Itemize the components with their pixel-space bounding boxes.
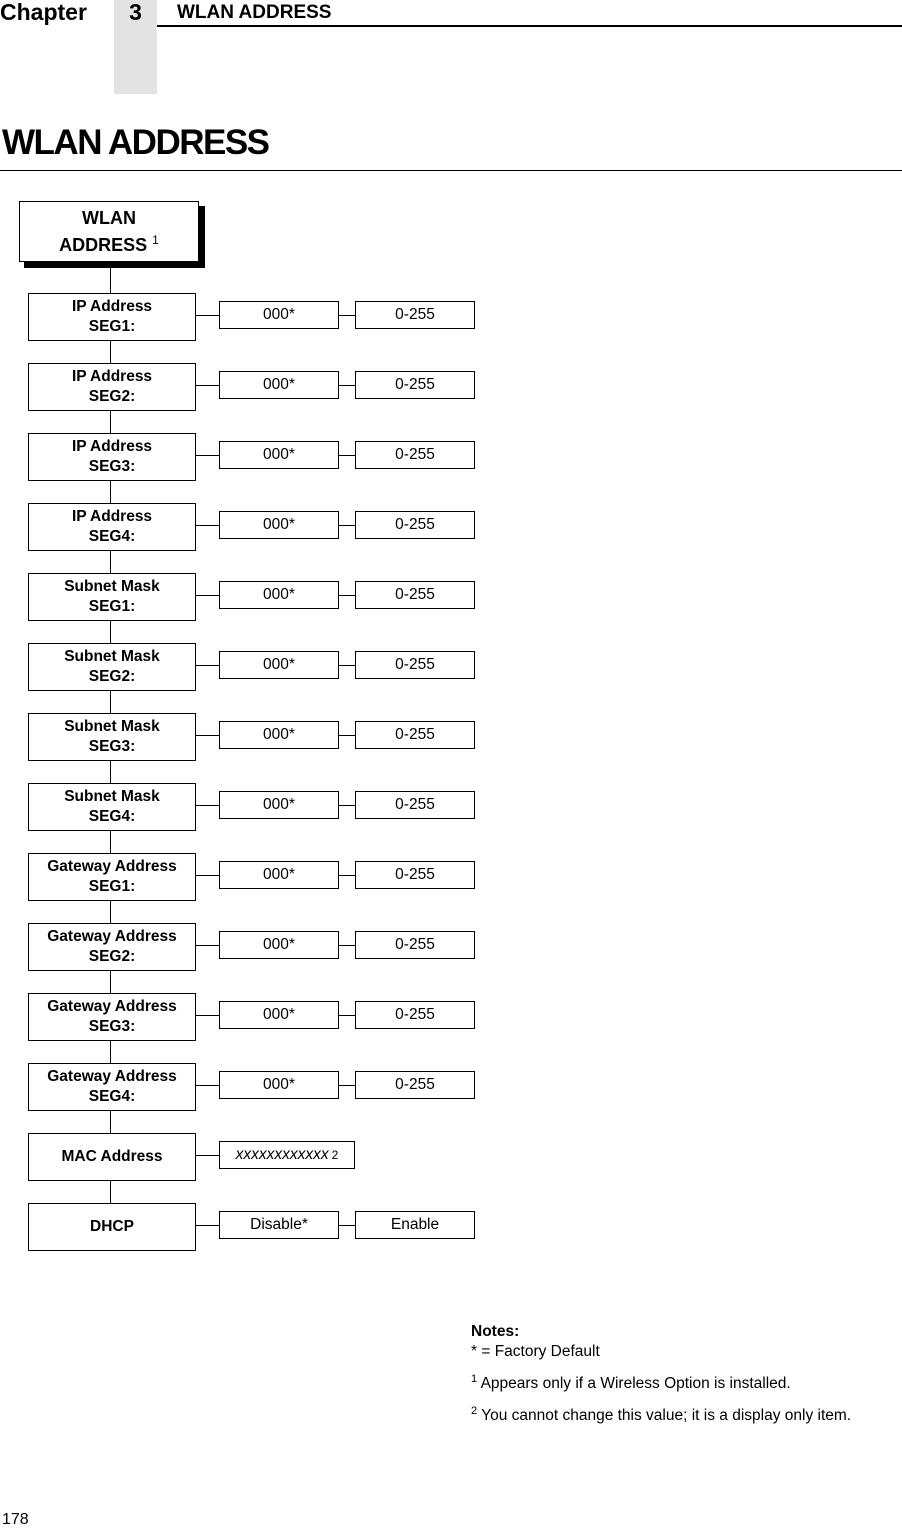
menu-row xyxy=(0,783,902,831)
root-menu-line2: ADDRESS xyxy=(59,235,148,255)
connector-line xyxy=(195,595,219,596)
default-value-box: 000* xyxy=(219,301,339,329)
menu-label-line2: SEG4: xyxy=(88,1088,136,1105)
connector-line xyxy=(195,1085,219,1086)
menu-label-line1: Gateway Address xyxy=(47,998,177,1015)
menu-row xyxy=(0,923,902,971)
mac-footnote: 2 xyxy=(331,1148,339,1162)
menu-label-line1: Gateway Address xyxy=(47,928,177,945)
connector-line xyxy=(195,1015,219,1016)
notes-block xyxy=(471,1322,851,1426)
connector-line xyxy=(195,525,219,526)
range-value-box: 0-255 xyxy=(355,1071,475,1099)
menu-row xyxy=(0,993,902,1041)
menu-label-line1: IP Address xyxy=(71,508,153,525)
default-value-box: 000* xyxy=(219,861,339,889)
connector-line xyxy=(195,315,219,316)
root-menu-box xyxy=(19,201,199,262)
connector-line xyxy=(195,875,219,876)
connector-line xyxy=(339,315,355,316)
connector-line xyxy=(195,945,219,946)
connector-line xyxy=(195,385,219,386)
menu-row-mac-address xyxy=(0,1133,902,1181)
notes-factory-default: * = Factory Default xyxy=(471,1343,600,1360)
default-value-box: 000* xyxy=(219,651,339,679)
note-1-marker: 1 xyxy=(471,1373,478,1385)
menu-row-dhcp xyxy=(0,1203,902,1251)
default-value-box: 000* xyxy=(219,931,339,959)
menu-label: MAC Address xyxy=(61,1148,163,1165)
dhcp-option-disable: Disable* xyxy=(219,1211,339,1239)
menu-box xyxy=(28,783,196,831)
connector-line xyxy=(339,875,355,876)
menu-label-line1: Subnet Mask xyxy=(64,718,160,735)
menu-box xyxy=(28,923,196,971)
range-value-box: 0-255 xyxy=(355,1001,475,1029)
connector-line xyxy=(339,1225,355,1226)
menu-label-line1: IP Address xyxy=(71,368,153,385)
range-value-box: 0-255 xyxy=(355,581,475,609)
menu-row xyxy=(0,573,902,621)
menu-label-line1: Subnet Mask xyxy=(64,578,160,595)
root-menu-footnote: 1 xyxy=(152,233,159,247)
menu-box-mac-address xyxy=(28,1133,196,1181)
default-value-box: 000* xyxy=(219,581,339,609)
note-2 xyxy=(471,1401,851,1426)
menu-row xyxy=(0,503,902,551)
connector-line xyxy=(339,945,355,946)
menu-label-line1: IP Address xyxy=(71,298,153,315)
default-value-box: 000* xyxy=(219,441,339,469)
menu-box xyxy=(28,293,196,341)
page-title: WLAN ADDRESS xyxy=(2,123,269,162)
note-2-marker: 2 xyxy=(471,1405,478,1418)
header-rule xyxy=(157,25,902,27)
menu-label-line2: SEG2: xyxy=(88,668,136,685)
title-rule xyxy=(0,170,902,171)
menu-row xyxy=(0,713,902,761)
menu-row xyxy=(0,433,902,481)
range-value-box: 0-255 xyxy=(355,861,475,889)
menu-box xyxy=(28,363,196,411)
menu-label-line2: SEG2: xyxy=(88,948,136,965)
range-value-box: 0-255 xyxy=(355,651,475,679)
menu-label-line1: Subnet Mask xyxy=(64,788,160,805)
connector-line xyxy=(195,1155,219,1156)
range-value-box: 0-255 xyxy=(355,931,475,959)
connector-line xyxy=(339,525,355,526)
connector-line xyxy=(339,385,355,386)
connector-line xyxy=(195,735,219,736)
menu-box xyxy=(28,713,196,761)
default-value-box: 000* xyxy=(219,511,339,539)
menu-label-line2: SEG1: xyxy=(88,598,136,615)
connector-line xyxy=(339,455,355,456)
connector-line xyxy=(339,665,355,666)
mac-value: xxxxxxxxxxxx xyxy=(235,1146,329,1163)
default-value-box: 000* xyxy=(219,1001,339,1029)
menu-label-line2: SEG4: xyxy=(88,528,136,545)
connector-line xyxy=(195,1225,219,1226)
range-value-box: 0-255 xyxy=(355,791,475,819)
range-value-box: 0-255 xyxy=(355,371,475,399)
range-value-box: 0-255 xyxy=(355,301,475,329)
range-value-box: 0-255 xyxy=(355,721,475,749)
connector-line xyxy=(195,665,219,666)
header-section-title: WLAN ADDRESS xyxy=(177,2,332,23)
note-2-text: You cannot change this value; it is a display only item. xyxy=(481,1407,852,1425)
menu-box xyxy=(28,853,196,901)
range-value-box: 0-255 xyxy=(355,441,475,469)
menu-box xyxy=(28,643,196,691)
dhcp-option-enable: Enable xyxy=(355,1211,475,1239)
menu-label-line1: Gateway Address xyxy=(47,1068,177,1085)
menu-box xyxy=(28,573,196,621)
menu-label-line2: SEG1: xyxy=(88,318,136,335)
menu-row xyxy=(0,293,902,341)
chapter-label: Chapter xyxy=(0,0,87,25)
menu-box xyxy=(28,993,196,1041)
menu-label-line2: SEG3: xyxy=(88,1018,136,1035)
menu-row xyxy=(0,363,902,411)
default-value-box: 000* xyxy=(219,371,339,399)
connector-line xyxy=(339,595,355,596)
connector-line xyxy=(195,805,219,806)
connector-line xyxy=(339,805,355,806)
notes-title: Notes: xyxy=(471,1323,520,1340)
menu-label-line2: SEG2: xyxy=(88,388,136,405)
connector-line xyxy=(339,1015,355,1016)
mac-value-box xyxy=(219,1141,355,1169)
menu-label-line2: SEG3: xyxy=(88,458,136,475)
root-menu-line1: WLAN xyxy=(82,208,136,228)
menu-row xyxy=(0,643,902,691)
menu-row xyxy=(0,853,902,901)
menu-box-dhcp xyxy=(28,1203,196,1251)
menu-box xyxy=(28,503,196,551)
menu-label-line1: Gateway Address xyxy=(47,858,177,875)
note-1-text: Appears only if a Wireless Option is installed. xyxy=(480,1375,791,1393)
note-1 xyxy=(471,1369,851,1394)
menu-row xyxy=(0,1063,902,1111)
menu-label-line2: SEG3: xyxy=(88,738,136,755)
root-menu-line2-wrap xyxy=(59,229,159,256)
default-value-box: 000* xyxy=(219,791,339,819)
default-value-box: 000* xyxy=(219,1071,339,1099)
menu-label-line1: IP Address xyxy=(71,438,153,455)
connector-line xyxy=(195,455,219,456)
menu-box xyxy=(28,433,196,481)
connector-line xyxy=(339,735,355,736)
page-number: 178 xyxy=(2,1511,29,1528)
range-value-box: 0-255 xyxy=(355,511,475,539)
connector-line xyxy=(339,1085,355,1086)
menu-label-line2: SEG4: xyxy=(88,808,136,825)
default-value-box: 000* xyxy=(219,721,339,749)
menu-label-line1: Subnet Mask xyxy=(64,648,160,665)
menu-box xyxy=(28,1063,196,1111)
menu-label: DHCP xyxy=(90,1218,134,1235)
menu-label-line2: SEG1: xyxy=(88,878,136,895)
chapter-tab xyxy=(114,0,157,94)
chapter-number: 3 xyxy=(129,0,142,25)
